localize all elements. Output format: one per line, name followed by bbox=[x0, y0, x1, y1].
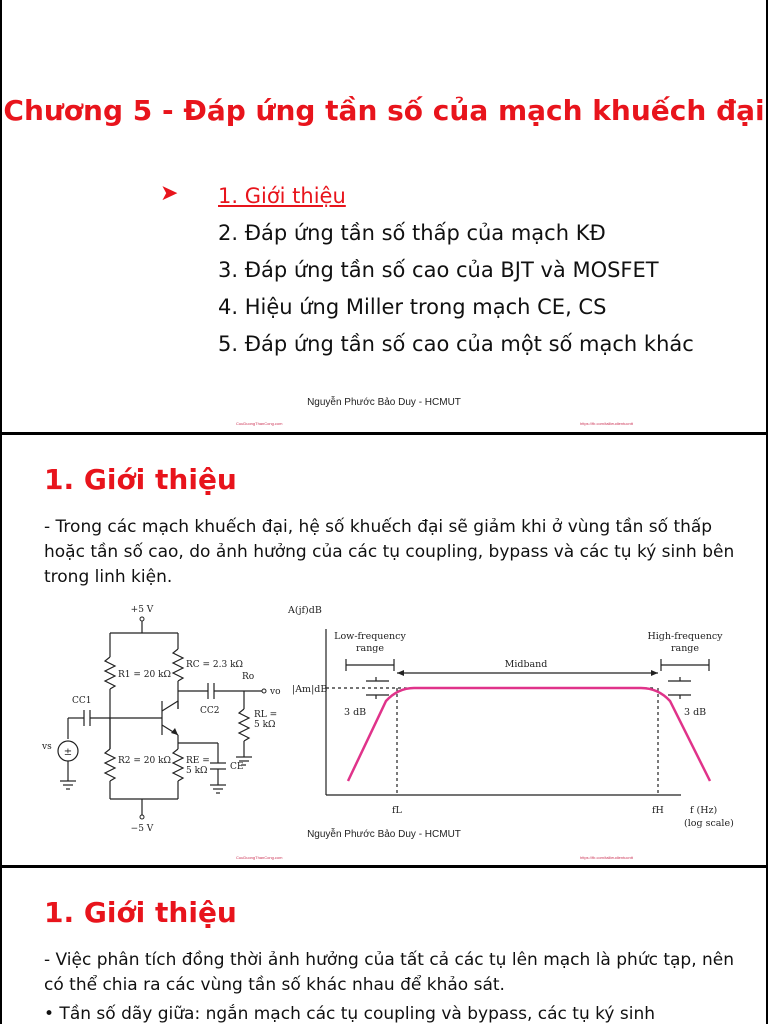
r1-label: R1 = 20 kΩ bbox=[118, 670, 171, 680]
low-range-label-1: Low-frequency bbox=[334, 631, 406, 642]
svg-text:±: ± bbox=[63, 747, 73, 758]
high-range-label-1: High-frequency bbox=[647, 631, 723, 642]
toc-item[interactable]: 2. Đáp ứng tần số thấp của mạch KĐ bbox=[218, 221, 606, 245]
arrow-bullet-icon: ➤ bbox=[160, 181, 179, 206]
low-range-label-2: range bbox=[355, 643, 385, 654]
rl-label: RL = bbox=[254, 710, 278, 720]
r2-label: R2 = 20 kΩ bbox=[118, 756, 171, 766]
frequency-response-curve bbox=[348, 688, 710, 781]
frequency-response-graph bbox=[286, 599, 756, 839]
chapter-title: Chương 5 - Đáp ứng tần số của mạch khuếch đại bbox=[3, 94, 765, 127]
cc2-label: CC2 bbox=[200, 706, 220, 716]
cc1-label: CC1 bbox=[72, 696, 92, 706]
slide-3 bbox=[2, 868, 766, 1024]
bullet-text: • Tần số dãy giữa: ngắn mạch các tụ coupling và bypass, các tụ ký sinh bbox=[44, 1004, 655, 1024]
rl-value: 5 kΩ bbox=[254, 720, 276, 730]
high-range-label-2: range bbox=[670, 643, 700, 654]
watermark-right: https://fb.com/tailieudientucntt bbox=[580, 855, 633, 860]
slide-1 bbox=[2, 0, 766, 432]
midband-label: Midband bbox=[504, 659, 548, 670]
x-axis-label: f (Hz) bbox=[690, 805, 718, 816]
fl-label: fL bbox=[392, 805, 402, 816]
author-footer: Nguyễn Phước Bảo Duy - HCMUT bbox=[307, 397, 461, 408]
table-of-contents bbox=[218, 178, 694, 363]
am-label: |Am|dB bbox=[292, 684, 328, 695]
watermark-left: CuuDuongThanCong.com bbox=[236, 855, 283, 860]
ro-label: Ro bbox=[242, 672, 255, 682]
intro-paragraph: - Trong các mạch khuếch đại, hệ số khuếch đại sẽ giảm khi ở vùng tần số thấp hoặc tần số cao, do ảnh hưởng của các tụ coupling, bypass và các tụ ký sinh bên trong linh kiện. bbox=[44, 517, 735, 587]
ce-label: CE bbox=[230, 762, 244, 772]
slide-2 bbox=[2, 435, 766, 865]
vo-label: vo bbox=[270, 687, 281, 697]
re-value: 5 kΩ bbox=[186, 766, 208, 776]
toc-item[interactable]: 3. Đáp ứng tần số cao của BJT và MOSFET bbox=[218, 258, 659, 282]
x-scale-label: (log scale) bbox=[684, 818, 734, 829]
fh-label: fH bbox=[652, 805, 664, 816]
vs-label: vs bbox=[42, 742, 52, 752]
rc-label: RC = 2.3 kΩ bbox=[186, 660, 244, 670]
section-title: 1. Giới thiệu bbox=[44, 463, 237, 496]
amplifier-circuit-diagram bbox=[32, 599, 292, 839]
y-axis-label: A(jf)dB bbox=[288, 605, 322, 616]
author-footer: Nguyễn Phước Bảo Duy - HCMUT bbox=[307, 829, 461, 840]
db-right-label: 3 dB bbox=[684, 707, 707, 718]
watermark-left: CuuDuongThanCong.com bbox=[236, 421, 283, 426]
toc-item[interactable]: 4. Hiệu ứng Miller trong mạch CE, CS bbox=[218, 295, 607, 319]
watermark-right: https://fb.com/tailieudientucntt bbox=[580, 421, 633, 426]
db-left-label: 3 dB bbox=[344, 707, 367, 718]
re-label: RE = bbox=[186, 756, 210, 766]
vcc-label: +5 V bbox=[130, 605, 154, 615]
analysis-paragraph: - Việc phân tích đồng thời ảnh hưởng của tất cả các tụ lên mạch là phức tạp, nên có thể chia ra các vùng tần số khác nhau để khảo sát. bbox=[44, 950, 735, 995]
toc-item-active[interactable]: 1. Giới thiệu bbox=[218, 184, 346, 208]
section-title: 1. Giới thiệu bbox=[44, 896, 237, 929]
toc-item[interactable]: 5. Đáp ứng tần số cao của một số mạch khác bbox=[218, 332, 694, 356]
vee-label: −5 V bbox=[130, 824, 154, 834]
